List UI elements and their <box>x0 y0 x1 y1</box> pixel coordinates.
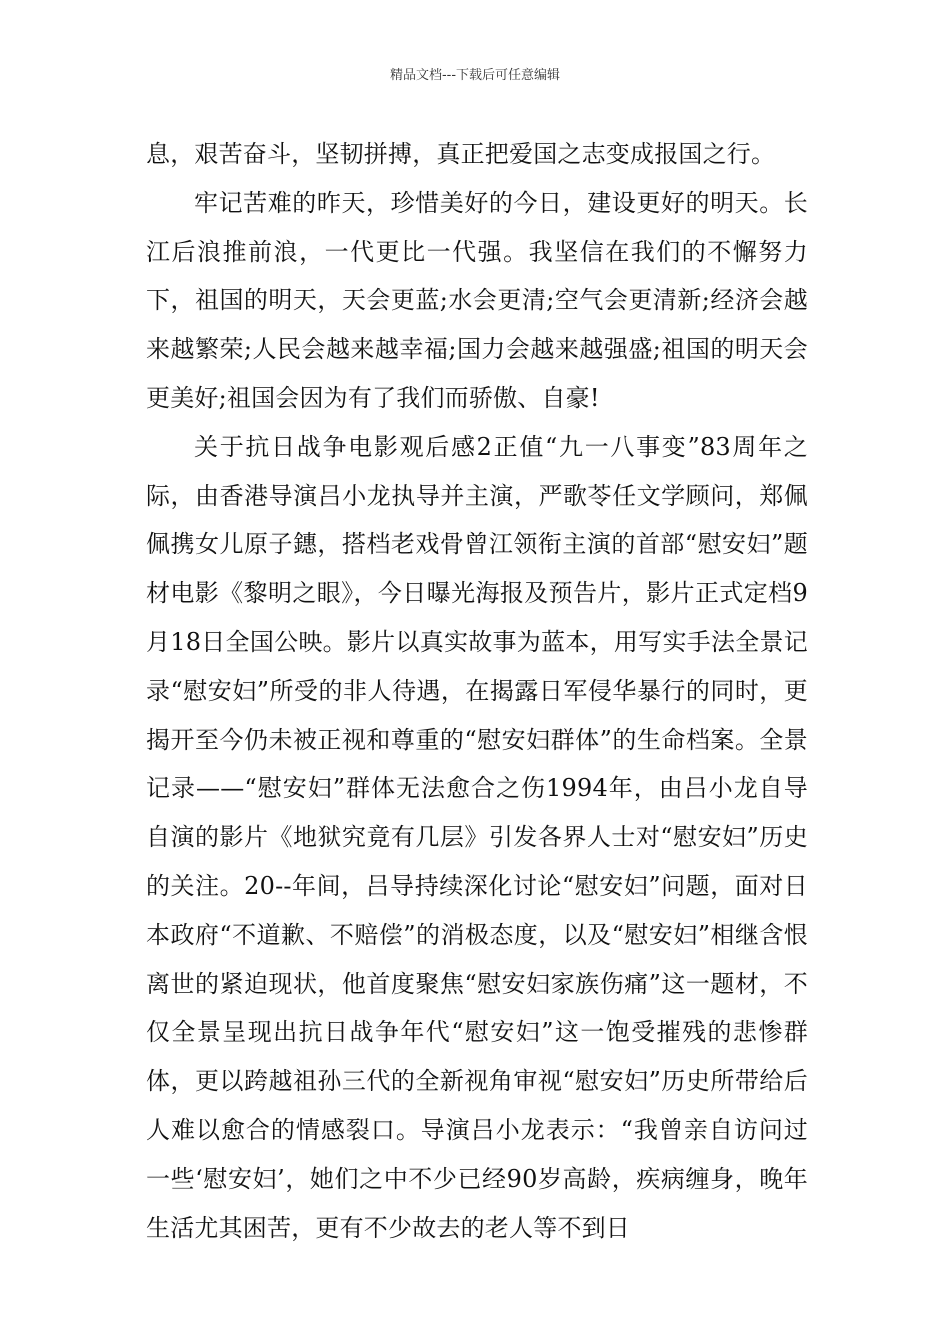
document-body <box>146 130 808 1252</box>
page-header: 精品文档---下载后可任意编辑 <box>389 68 561 83</box>
paragraph-future: 牢记苦难的昨天，珍惜美好的今日，建设更好的明天。长江后浪推前浪，一代更比一代强。我坚信在我们的不懈努力下，祖国的明天，天会更蓝;水会更清;空气会更清新;经济会越来越繁荣;人民会越来越幸福;国力会越来越强盛;祖国的明天会更美好;祖国会因为有了我们而骄傲、自豪! <box>146 188 808 412</box>
paragraph-film-review: 关于抗日战争电影观后感2正值“九一八事变”83周年之际，由香港导演吕小龙执导并主演，严歌苓任文学顾问，郑佩佩携女儿原子鏸，搭档老戏骨曾江领衔主演的首部“慰安妇”题材电影《黎明之眼》，今日曝光海报及预告片，影片正式定档9月18日全国公映。影片以真实故事为蓝本，用写实手法全景记录“慰安妇”所受的非人待遇，在揭露日军侵华暴行的同时，更揭开至今仍未被正视和尊重的“慰安妇群体”的生命档案。全景记录——“慰安妇”群体无法愈合之伤1994年，由吕小龙自导自演的影片《地狱究竟有几层》引发各界人士对“慰安妇”历史的关注。20--年间，吕导持续深化讨论“慰安妇”问题，面对日本政府“不道歉、不赔偿”的消极态度，以及“慰安妇”相继含恨离世的紧迫现状，他首度聚焦“慰安妇家族伤痛”这一题材，不仅全景呈现出抗日战争年代“慰安妇”这一饱受摧残的悲惨群体，更以跨越祖孙三代的全新视角审视“慰安妇”历史所带给后人难以愈合的情感裂口。导演吕小龙表示：“我曾亲自访问过一些‘慰安妇’，她们之中不少已经90岁高龄，疾病缠身，晚年生活尤其困苦，更有不少故去的老人等不到日 <box>146 432 808 1242</box>
paragraph-continuation: 息，艰苦奋斗，坚韧拼搏，真正把爱国之志变成报国之行。 <box>146 140 776 168</box>
